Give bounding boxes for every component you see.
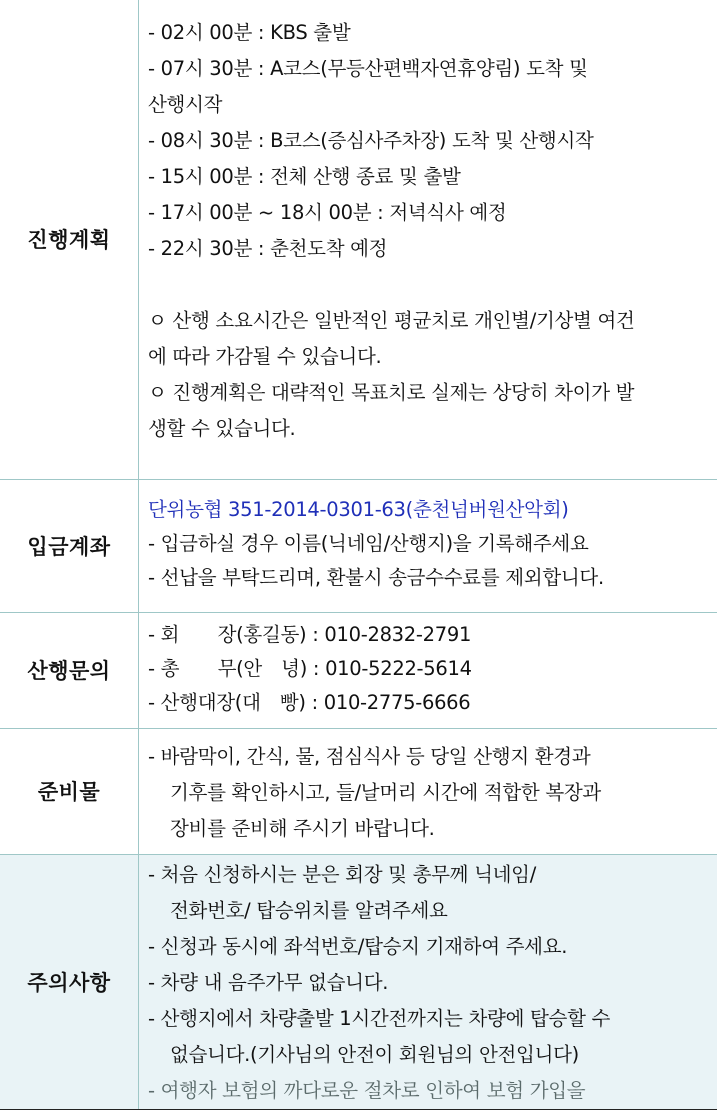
contact-line: - 산행대장(대 빵) : 010-2775-6666 (148, 690, 471, 714)
supplies-line: 기후를 확인하시고, 들/날머리 시간에 적합한 복장과 (170, 780, 601, 804)
schedule-line: - 17시 00분 ~ 18시 00분 : 저녁식사 예정 (148, 201, 507, 224)
caution-line: - 여행자 보험의 까다로운 절차로 인하여 보험 가입을 (148, 1078, 586, 1102)
caution-line: - 신청과 동시에 좌석번호/탑승지 기재하여 주세요. (148, 934, 568, 958)
note-line: ㅇ 산행 소요시간은 일반적인 평균치로 개인별/기상별 여건 (148, 309, 635, 332)
inquiry-content (139, 612, 718, 728)
account-row (0, 479, 717, 612)
supplies-line: 장비를 준비해 주시기 바랍니다. (170, 816, 435, 840)
caution-line: - 산행지에서 차량출발 1시간전까지는 차량에 탑승할 수 (148, 1006, 611, 1030)
note-line: ㅇ 진행계획은 대략적인 목표치로 실제는 상당히 차이가 발 (148, 381, 635, 404)
supplies-content (139, 728, 718, 854)
account-note: - 선납을 부탁드리며, 환불시 송금수수료를 제외합니다. (148, 565, 604, 589)
contact-line: - 회 장(홍길동) : 010-2832-2791 (148, 622, 472, 646)
caution-line: 전화번호/ 탑승위치를 알려주세요 (170, 898, 448, 922)
cautions-label: 주의사항 (0, 854, 139, 1109)
caution-line: 없습니다.(기사님의 안전이 회원님의 안전입니다) (170, 1042, 579, 1066)
schedule-line: 산행시작 (148, 93, 223, 116)
plan-label: 진행계획 (0, 0, 139, 479)
account-label: 입금계좌 (0, 479, 139, 612)
cautions-content (139, 854, 718, 1109)
inquiry-label: 산행문의 (0, 612, 139, 728)
inquiry-row (0, 612, 717, 728)
note-line: 에 따라 가감될 수 있습니다. (148, 345, 382, 368)
supplies-label: 준비물 (0, 728, 139, 854)
schedule-line: - 15시 00분 : 전체 산행 종료 및 출발 (148, 165, 461, 188)
spacer (148, 267, 709, 303)
schedule-line: - 07시 30분 : A코스(무등산편백자연휴양림) 도착 및 (148, 57, 588, 80)
caution-line: - 처음 신청하시는 분은 회장 및 총무께 닉네임/ (148, 862, 536, 886)
note-line: 생할 수 있습니다. (148, 417, 296, 440)
account-note: - 입금하실 경우 이름(닉네임/산행지)을 기록해주세요 (148, 531, 589, 555)
plan-row (0, 0, 717, 479)
cautions-row (0, 854, 717, 1109)
plan-content (139, 0, 718, 479)
schedule-line: - 22시 30분 : 춘천도착 예정 (148, 237, 388, 260)
supplies-line: - 바람막이, 간식, 물, 점심식사 등 당일 산행지 환경과 (148, 744, 591, 768)
caution-line: - 차량 내 음주가무 없습니다. (148, 970, 389, 994)
account-content (139, 479, 718, 612)
supplies-row (0, 728, 717, 854)
contact-line: - 총 무(안 녕) : 010-5222-5614 (148, 656, 472, 680)
bank-account: 단위농협 351-2014-0301-63(춘천넘버원산악회) (148, 497, 569, 521)
schedule-line: - 02시 00분 : KBS 출발 (148, 21, 351, 44)
schedule-line: - 08시 30분 : B코스(증심사주차장) 도착 및 산행시작 (148, 129, 594, 152)
